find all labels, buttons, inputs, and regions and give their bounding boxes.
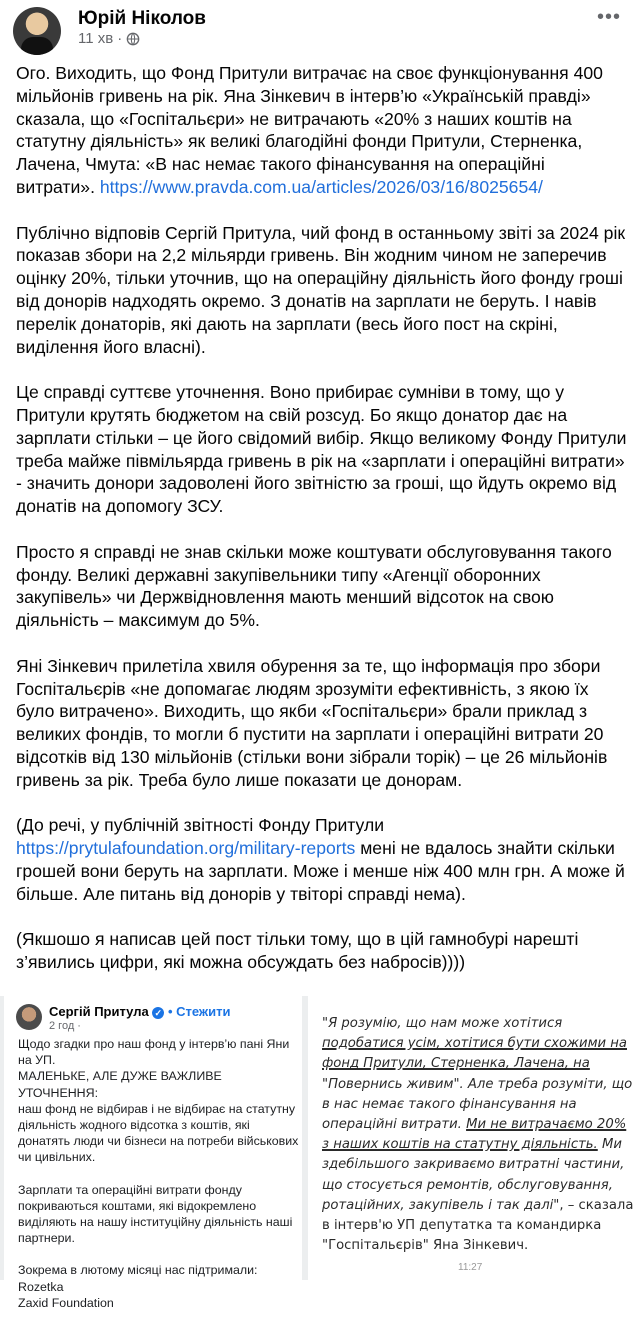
screenshot-left-post — [4, 996, 302, 1310]
post-body — [16, 62, 632, 997]
post-paragraph: (До речі, у публічній звітності Фонду Притули https://prytulafoundation.org/military-reports мені не вдалось знайти скільки грошей вони беруть на зарплати. Може і менше ніж 400 млн грн. А може й більше. Але питань від донорів у твіторі справді нема). — [16, 815, 630, 904]
post-paragraph: (Якшошо я написав цей пост тільки тому, що в цій гамнобурі нарешті з’явились цифри, які можна обсуждать без набросів)))) — [16, 929, 584, 973]
zinkevych-quote: "Я розумію, що нам може хотітися подобатися усім, хотітися бути схожими на фонд Притули, Стерненка, Лачена, на "Повернись живим". Але треба розуміти, що в нас немає такого фінансування на операційні витрати. Ми не витрачаємо 20% з наших коштів на статутну діяльність. Ми здебільшого закриваємо витратні частини, що стосується ремонтів, обслуговування, ротаційних, закупівель і так далі", – сказала в інтерв'ю УП депутатка та командирка "Госпітальєрів" Яна Зінкевич. — [322, 1016, 634, 1254]
author-name[interactable]: Юрій Ніколов — [78, 8, 206, 29]
author-avatar[interactable] — [13, 7, 61, 55]
prytula-name: Сергій Притула ✓ • Стежити — [49, 1004, 231, 1019]
verified-icon: ✓ — [152, 1007, 164, 1019]
post-paragraph: Просто я справді не знав скільки може коштувати обслуговування такого фонду. Великі державні закупівельники типу «Агенції оборонних закупівель» чи Держвідновлення мають менший відсоток на свою діяльність – максимум до 5%. — [16, 541, 617, 631]
prytula-post-text: Щодо згадки про наш фонд у інтерв’ю пані Яни на УП. МАЛЕНЬКЕ, АЛЕ ДУЖЕ ВАЖЛИВЕ УТОЧНЕННЯ: наш фонд не відбирав і не відбирає на статутну діяльність жодного відсотка з коштів, які донатять люди чи бізнеси на потреби військових чи цивільних. Зарплати та операційні витрати фонду покриваються коштами, які відокремлено виділяють на нашу інституційну діяльність наші партнери. Зокрема в лютому місяці нас підтримали: Rozetka Zaxid Foundation — [18, 1037, 299, 1310]
globe-icon — [126, 32, 140, 46]
screenshot-time: 11:27 — [458, 1262, 483, 1273]
post-paragraph: Публічно відповів Сергій Притула, чий фонд в останньому звіті за 2024 рік показав збори на 2,2 мільярди гривень. Він жодним чином не заперечив оцінку 20%, тільки уточнив, що на операційну діяльність його фонду гроші від донорів надходять окремо. З донатів на зарплати не беруть. І навів перелік донаторів, які дають на зарплати (весь його пост на скріні, виділення його власні). — [16, 222, 630, 357]
screenshot-right-quote — [308, 996, 643, 1280]
more-icon[interactable]: ••• — [596, 6, 621, 28]
prytula-post-time: 2 год · — [49, 1020, 81, 1032]
post-paragraph: Це справді суттєве уточнення. Воно прибирає сумніви в тому, що у Притули крутять бюджетом на свій розсуд. Бо якщо донатор дає на зарплати стільки – це його свідомий вибір. Якщо великому Фонду Притули треба майже півмільярда гривень в рік на «зарплати і операційні витрати» - значить донори задоволені його звітністю за гроші, що йдуть окремо від донатів на допомогу ЗСУ. — [16, 382, 632, 517]
post-time[interactable]: 11 хв — [78, 30, 114, 47]
attached-screenshot[interactable] — [0, 996, 643, 1310]
post-header — [0, 0, 643, 60]
post-link-pravda[interactable]: https://www.pravda.com.ua/articles/2026/03/16/8025654/ — [99, 176, 543, 197]
post-paragraph: Яні Зінкевич прилетіла хвиля обурення за те, що інформація про збори Госпітальєрів «не допомагає людям зрозуміти ефективність, з якою їх було витрачено». Виходить, що якби «Госпітальєри» брали приклад з великих фондів, то могли б пустити на зарплати і операційні витрати 20 відсотків від 130 мільйонів (стільки вони зібрали торік) – це 26 мільйонів гривень за рік. Треба було лише показати це донорам. — [16, 655, 613, 790]
post-link-prytula[interactable]: https://prytulafoundation.org/military-reports — [16, 838, 356, 859]
follow-link: • Стежити — [167, 1004, 231, 1019]
post-meta: 11 хв · — [78, 30, 140, 47]
prytula-avatar — [16, 1004, 42, 1030]
post-paragraph: Ого. Виходить, що Фонд Притули витрачає на своє функціонування 400 мільйонів гривень на рік. Яна Зінкевич в інтерв’ю «Українській правді» сказала, що «Госпітальєри» не витрачають «20% з наших коштів на статутну діяльність» як великі благодійні фонди Притули, Стерненка, Лачена, Чмута: «В нас немає такого фінансування на операційні витрати». https://www.pravda.com.ua/articles/2026/03/16/8025654/ — [16, 63, 608, 197]
